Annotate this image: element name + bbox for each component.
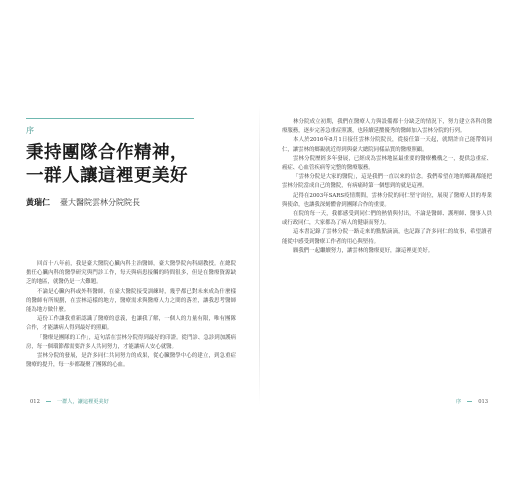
paragraph: 「雲林分院是大家的醫院」，這是我們一直以來的信念。我們希望在地的鄉親都能把雲林分院當成自己的醫院，有病痛時第一個想到的就是這裡。 (282, 174, 492, 190)
title-line-1: 秉持團隊合作精神， (26, 143, 188, 163)
paragraph: 記得在2003年SARS疫情期間，雲林分院的同仁堅守崗位，展現了醫療人員的專業與使命，也讓我深刻體會到團隊合作的重要。 (282, 192, 492, 208)
author-name: 黃瑞仁 (26, 197, 50, 207)
paragraph: 這本書記錄了雲林分院一路走來的點點滴滴，也記錄了許多同仁的故事，希望讀者能從中感受到醫療工作者的用心與堅持。 (282, 229, 492, 245)
running-head: 一群人，讓這裡更美好 (56, 399, 109, 405)
section-label: 序 (26, 126, 35, 135)
folio-divider (467, 401, 472, 402)
running-head: 序 (456, 399, 462, 405)
right-page (282, 118, 492, 393)
paragraph: 林分院成立初期，我們在醫療人力與設備都十分缺乏的情況下，努力建立各科的醫療服務，逐步完善急重症照護，也陸續延攬優秀的醫師加入雲林分院的行列。 (282, 119, 492, 135)
right-footer (456, 398, 488, 405)
folio-divider (46, 401, 51, 402)
left-footer (30, 398, 109, 405)
paragraph: 這份工作讓我重新認識了醫療的意義，也讓我了解，一個人的力量有限，唯有團隊合作，才能讓病人得到最好的照顧。 (26, 316, 236, 332)
section-rule (26, 118, 194, 119)
page-number: 012 (30, 398, 40, 405)
paragraph: 雲林分院的發展，是許多同仁共同努力的成果，從心臟醫學中心的建立，到急重症醫療的提升，每一步都凝聚了團隊的心血。 (26, 353, 236, 369)
paragraph: 雲林分院歷經多年發展，已經成為雲林地區最重要的醫療機構之一，提供急重症、癌症、心血管疾病等完整的醫療服務。 (282, 155, 492, 172)
right-body-text (282, 118, 492, 256)
paragraph: 在院的每一天，我都感受到同仁們的熱情與付出，不論是醫師、護理師、醫事人員或行政同仁，大家都為了病人的健康而努力。 (282, 211, 492, 227)
chapter-title (26, 142, 236, 188)
left-body-text (26, 260, 236, 370)
title-line-2: 一群人讓這裡更美好 (26, 166, 188, 186)
page-gutter (259, 105, 260, 405)
paragraph: 本人於2016年8月1日接任雲林分院院長，從接任第一天起，就期許自己能帶領同仁，讓雲林的鄉親就近得到與臺大總院同樣品質的醫療照顧。 (282, 137, 492, 153)
paragraph: 回首十八年前，我是臺大醫院心臟內科主治醫師，臺大醫學院內科副教授。在總院擔任心臟內科的醫學研究與門診工作，每天與病患接觸的時間很多，但是在醫療資源缺乏的地區，就醫仍是一大難題。 (26, 261, 236, 286)
paragraph: 「醫療是團隊的工作」，這句話在雲林分院得到最好的印證。從門診、急診到加護病房，每一個環節都需要許多人共同努力，才能讓病人安心就醫。 (26, 334, 236, 350)
author-title: 臺大醫院雲林分院院長 (60, 198, 140, 207)
author-byline (26, 197, 236, 208)
page-number: 013 (478, 398, 489, 405)
paragraph: 不論是心臟內科或外科醫師，在臺大醫院接受訓練時，幾乎都已對未來成為什麼樣的醫師有所規劃，在雲林這樣的地方，醫療需求與醫療人力之間的落差，讓我思考醫師能為地方做什麼。 (26, 288, 236, 314)
left-page (26, 118, 236, 393)
paragraph: 願我們一起繼續努力，讓雲林的醫療更好，讓這裡更美好。 (293, 247, 434, 254)
